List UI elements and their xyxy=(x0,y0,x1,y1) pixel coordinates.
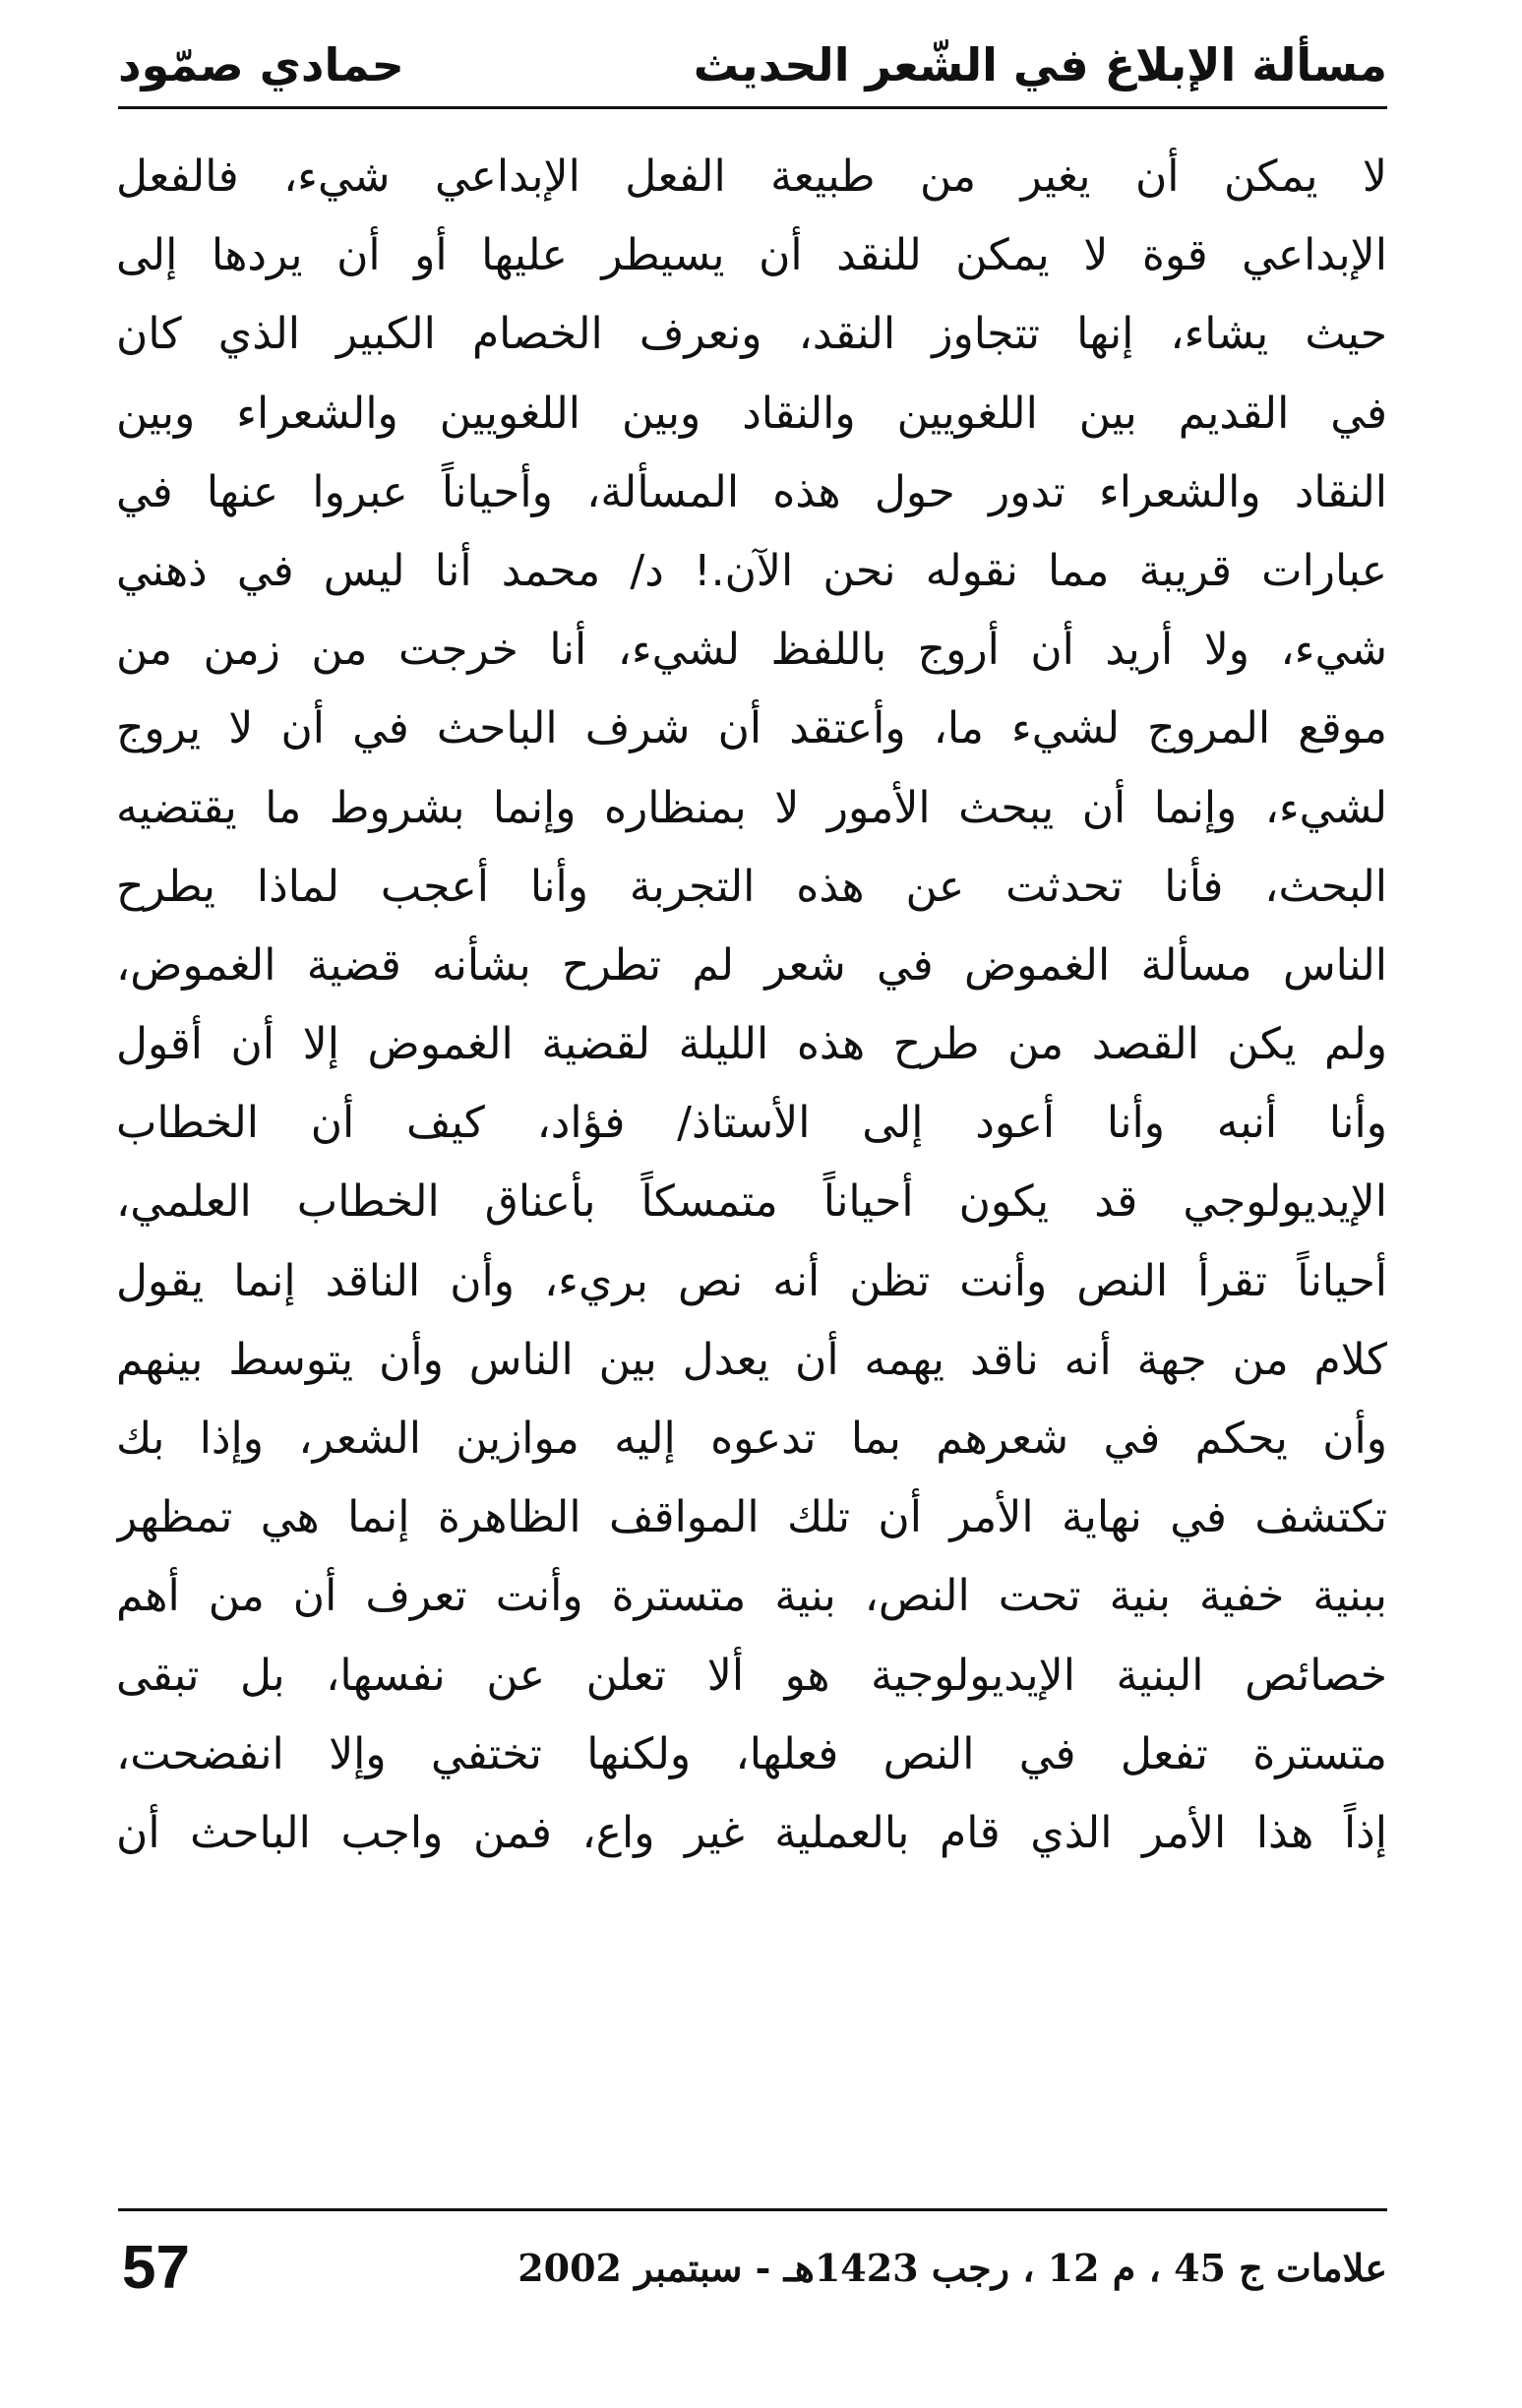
text-line: ولم يكن القصد من طرح هذه الليلة لقضية الغموض إلا أن أقول xyxy=(116,1019,1387,1070)
text-line: الإبداعي قوة لا يمكن للنقد أن يسيطر عليها أو أن يردها إلى xyxy=(116,230,1387,281)
text-line: البحث، فأنا تحدثت عن هذه التجربة وأنا أعجب لماذا يطرح xyxy=(116,861,1387,912)
text-line: حيث يشاء، إنها تتجاوز النقد، ونعرف الخصام الكبير الذي كان xyxy=(116,309,1387,360)
running-header xyxy=(118,28,1387,100)
body-text xyxy=(116,138,1387,1873)
text-line: لا يمكن أن يغير من طبيعة الفعل الإبداعي شيء، فالفعل xyxy=(116,151,1387,202)
text-line: ببنية خفية بنية تحت النص، بنية متسترة وأنت تعرف أن من أهم xyxy=(116,1571,1387,1622)
text-line: كلام من جهة أنه ناقد يهمه أن يعدل بين الناس وأن يتوسط بينهم xyxy=(116,1334,1387,1385)
text-line: خصائص البنية الإيديولوجية هو ألا تعلن عن نفسها، بل تبقى xyxy=(116,1650,1387,1701)
article-title: مسألة الإبلاغ في الشّعر الحديث xyxy=(693,38,1387,91)
text-line: تكتشف في نهاية الأمر أن تلك المواقف الظاهرة إنما هي تمظهر xyxy=(116,1492,1387,1543)
journal-citation: علامات ج 45 ، م 12 ، رجب 1423هـ - سبتمبر 2002 xyxy=(517,2246,1387,2290)
text-line: عبارات قريبة مما نقوله نحن الآن.! د/ محمد أنا ليس في ذهني xyxy=(116,545,1387,596)
text-line: متسترة تفعل في النص فعلها، ولكنها تختفي وإلا انفضحت، xyxy=(116,1728,1387,1779)
text-line: لشيء، وإنما أن يبحث الأمور لا بمنظاره وإنما بشروط ما يقتضيه xyxy=(116,782,1387,833)
text-line: أحياناً تقرأ النص وأنت تظن أنه نص بريء، وأن الناقد إنما يقول xyxy=(116,1255,1387,1306)
text-line: الناس مسألة الغموض في شعر لم تطرح بشأنه قضية الغموض، xyxy=(116,939,1387,991)
page-number: 57 xyxy=(122,2234,190,2302)
footer-rule xyxy=(118,2208,1387,2211)
running-footer xyxy=(118,2225,1387,2314)
author-name: حمادي صمّود xyxy=(118,38,404,91)
text-line: وأن يحكم في شعرهم بما تدعوه إليه موازين الشعر، وإذا بك xyxy=(116,1414,1387,1464)
text-line: إذاً هذا الأمر الذي قام بالعملية غير واع، فمن واجب الباحث أن xyxy=(116,1807,1387,1858)
text-line: موقع المروج لشيء ما، وأعتقد أن شرف الباحث في أن لا يروج xyxy=(116,703,1387,754)
text-line: شيء، ولا أريد أن أروج باللفظ لشيء، أنا خرجت من زمن من xyxy=(116,625,1387,676)
text-line: النقاد والشعراء تدور حول هذه المسألة، وأحياناً عبروا عنها في xyxy=(116,466,1387,517)
text-line: الإيديولوجي قد يكون أحياناً متمسكاً بأعناق الخطاب العلمي، xyxy=(116,1176,1387,1228)
header-rule xyxy=(118,106,1387,109)
text-line: في القديم بين اللغويين والنقاد وبين اللغويين والشعراء وبين xyxy=(116,388,1387,439)
text-line: وأنا أنبه وأنا أعود إلى الأستاذ/ فؤاد، كيف أن الخطاب xyxy=(116,1098,1387,1149)
